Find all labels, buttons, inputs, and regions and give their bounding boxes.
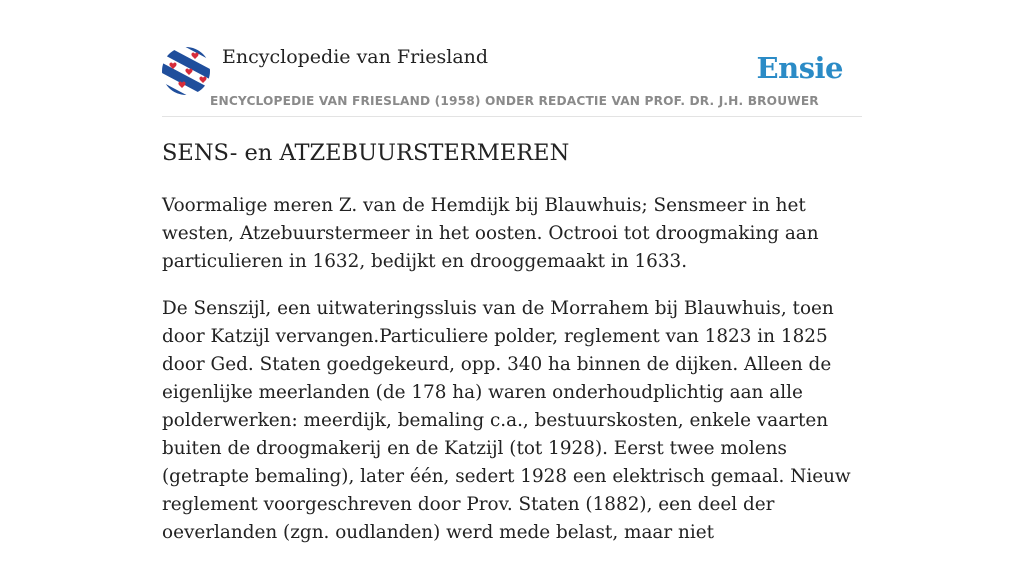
header	[162, 0, 862, 117]
ensie-brand-logo[interactable]: Ensie	[756, 51, 843, 85]
entry-body	[162, 192, 862, 566]
page	[162, 0, 862, 543]
frisian-flag-logo-icon[interactable]	[162, 47, 210, 95]
entry-paragraph: De Senszijl, een uitwateringssluis van de Morrahem bij Blauwhuis, toen door Katzijl vervangen.Particuliere polder, reglement van 1823 in 1825 door Ged. Staten goedgekeurd, opp. 340 ha binnen de dijken. Alleen de eigenlijke meerlanden (de 178 ha) waren onderhoudplichtig aan alle polderwerken: meerdijk, bemaling c.a., bestuurskosten, enkele vaarten buiten de droogmakerij en de Katzijl (tot 1928). Eerst twee molens (getrapte bemaling), later één, sedert 1928 een elektrisch gemaal. Nieuw reglement voorgeschreven door Prov. Staten (1882), een deel der oeverlanden (zgn. oudlanden) werd mede belast, maar niet	[162, 298, 851, 543]
entry-title: SENS- en ATZEBUURSTERMEREN	[162, 140, 570, 166]
book-subtitle: ENCYCLOPEDIE VAN FRIESLAND (1958) ONDER REDACTIE VAN PROF. DR. J.H. BROUWER	[210, 94, 819, 108]
book-title[interactable]: Encyclopedie van Friesland	[222, 46, 489, 68]
entry-paragraph: Voormalige meren Z. van de Hemdijk bij Blauwhuis; Sensmeer in het westen, Atzebuurstermeer in het oosten. Octrooi tot droogmaking aan particulieren in 1632, bedijkt en drooggemaakt in 1633.	[162, 195, 819, 272]
